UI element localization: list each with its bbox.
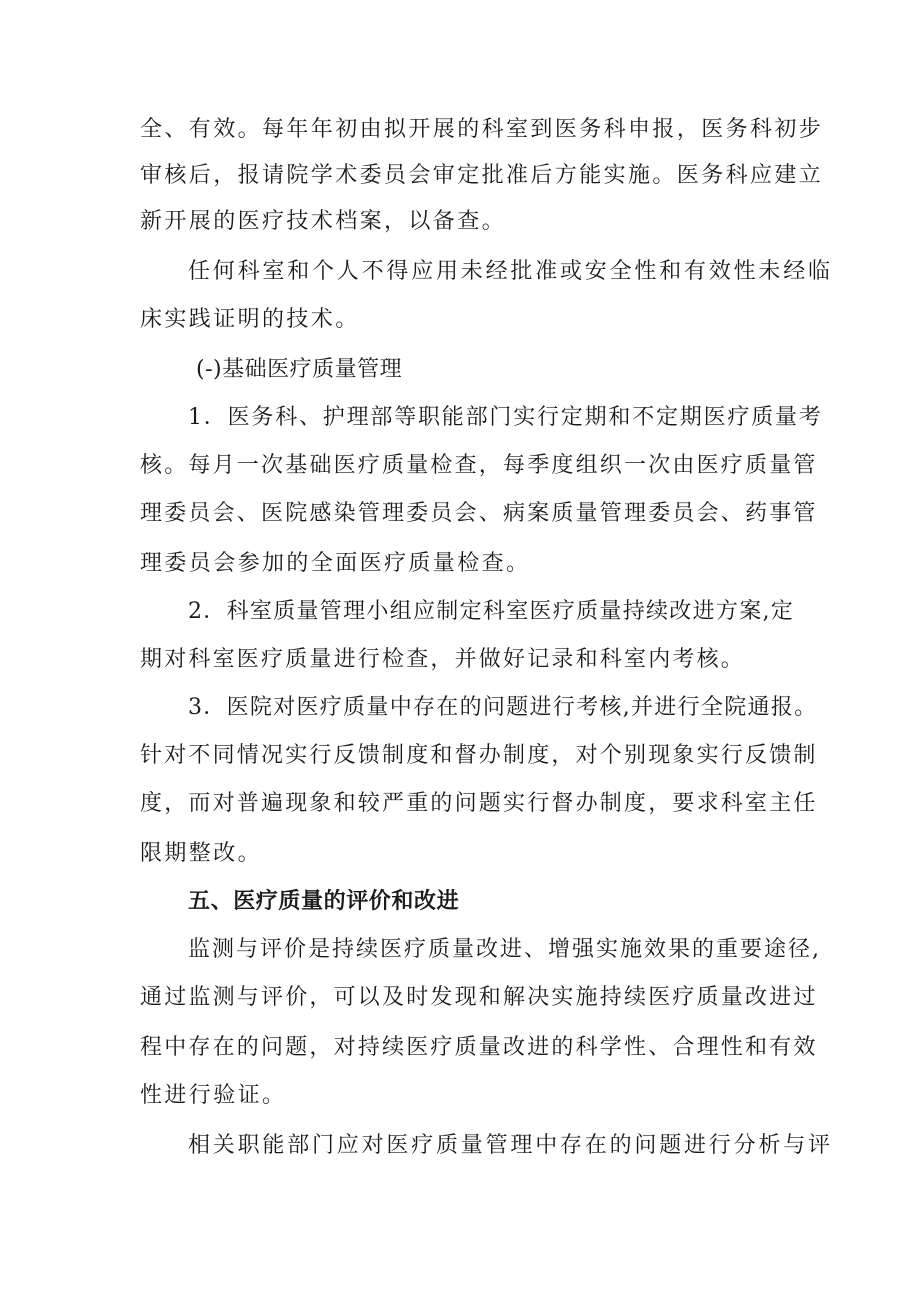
text-line-content: 3．医院对医疗质量中存在的问题进行考核,并进行全院通报。 (188, 695, 818, 720)
text-line-content: 任何科室和个人不得应用未经批准或安全性和有效性未经临 (188, 259, 833, 284)
text-line (0, 976, 920, 1020)
text-line (0, 590, 920, 634)
subheading (0, 348, 920, 392)
text-line-content: 限期整改。 (140, 841, 263, 866)
text-line-content: 理委员会、医院感染管理委员会、病案质量管理委员会、药事管 (140, 501, 818, 526)
section-heading (0, 880, 920, 924)
text-line (0, 638, 920, 682)
text-line (0, 396, 920, 440)
text-line (0, 298, 920, 342)
text-line (0, 832, 920, 876)
text-line-content: 相关职能部门应对医疗质量管理中存在的问题进行分析与评 (188, 1133, 833, 1158)
text-line-content: 2．科室质量管理小组应制定科室医疗质量持续改进方案,定 (188, 599, 795, 624)
text-line-content: 新开展的医疗技术档案，以备查。 (140, 209, 507, 234)
text-line-content: 核。每月一次基础医疗质量检查，每季度组织一次由医疗质量管 (140, 453, 818, 478)
text-line-content: 度，而对普遍现象和较严重的问题实行督办制度，要求科室主任 (140, 791, 818, 816)
text-line-content: 通过监测与评价，可以及时发现和解决实施持续医疗质量改进过 (140, 985, 818, 1010)
text-line-content: 全、有效。每年年初由拟开展的科室到医务科申报，医务科初步 (140, 117, 824, 142)
text-line-content: 监测与评价是持续医疗质量改进、增强实施效果的重要途径, (188, 937, 821, 962)
text-line (0, 492, 920, 536)
text-line (0, 1026, 920, 1070)
text-line (0, 734, 920, 778)
section-heading-text: 五、医疗质量的评价和改进 (188, 889, 460, 914)
text-line (0, 1124, 920, 1168)
text-line-content: 理委员会参加的全面医疗质量检查。 (140, 551, 531, 576)
text-line (0, 1074, 920, 1118)
text-line-content: 性进行验证。 (140, 1083, 287, 1108)
text-line-content: 床实践证明的技术。 (140, 307, 360, 332)
text-line (0, 686, 920, 730)
text-line (0, 782, 920, 826)
text-line (0, 108, 920, 152)
text-line-content: 期对科室医疗质量进行检查，并做好记录和科室内考核。 (140, 647, 746, 672)
text-line-content: 1．医务科、护理部等职能部门实行定期和不定期医疗质量考 (188, 405, 823, 430)
text-line (0, 542, 920, 586)
text-line (0, 928, 920, 972)
text-line-content: 审核后，报请院学术委员会审定批准后方能实施。医务科应建立 (140, 163, 824, 188)
text-line-content: 程中存在的问题，对持续医疗质量改进的科学性、合理性和有效 (140, 1035, 818, 1060)
text-line (0, 200, 920, 244)
text-line-content: 针对不同情况实行反馈制度和督办制度，对个别现象实行反馈制 (140, 743, 818, 768)
text-line (0, 250, 920, 294)
text-line (0, 444, 920, 488)
text-line (0, 154, 920, 198)
subheading-text: (-)基础医疗质量管理 (196, 357, 403, 382)
